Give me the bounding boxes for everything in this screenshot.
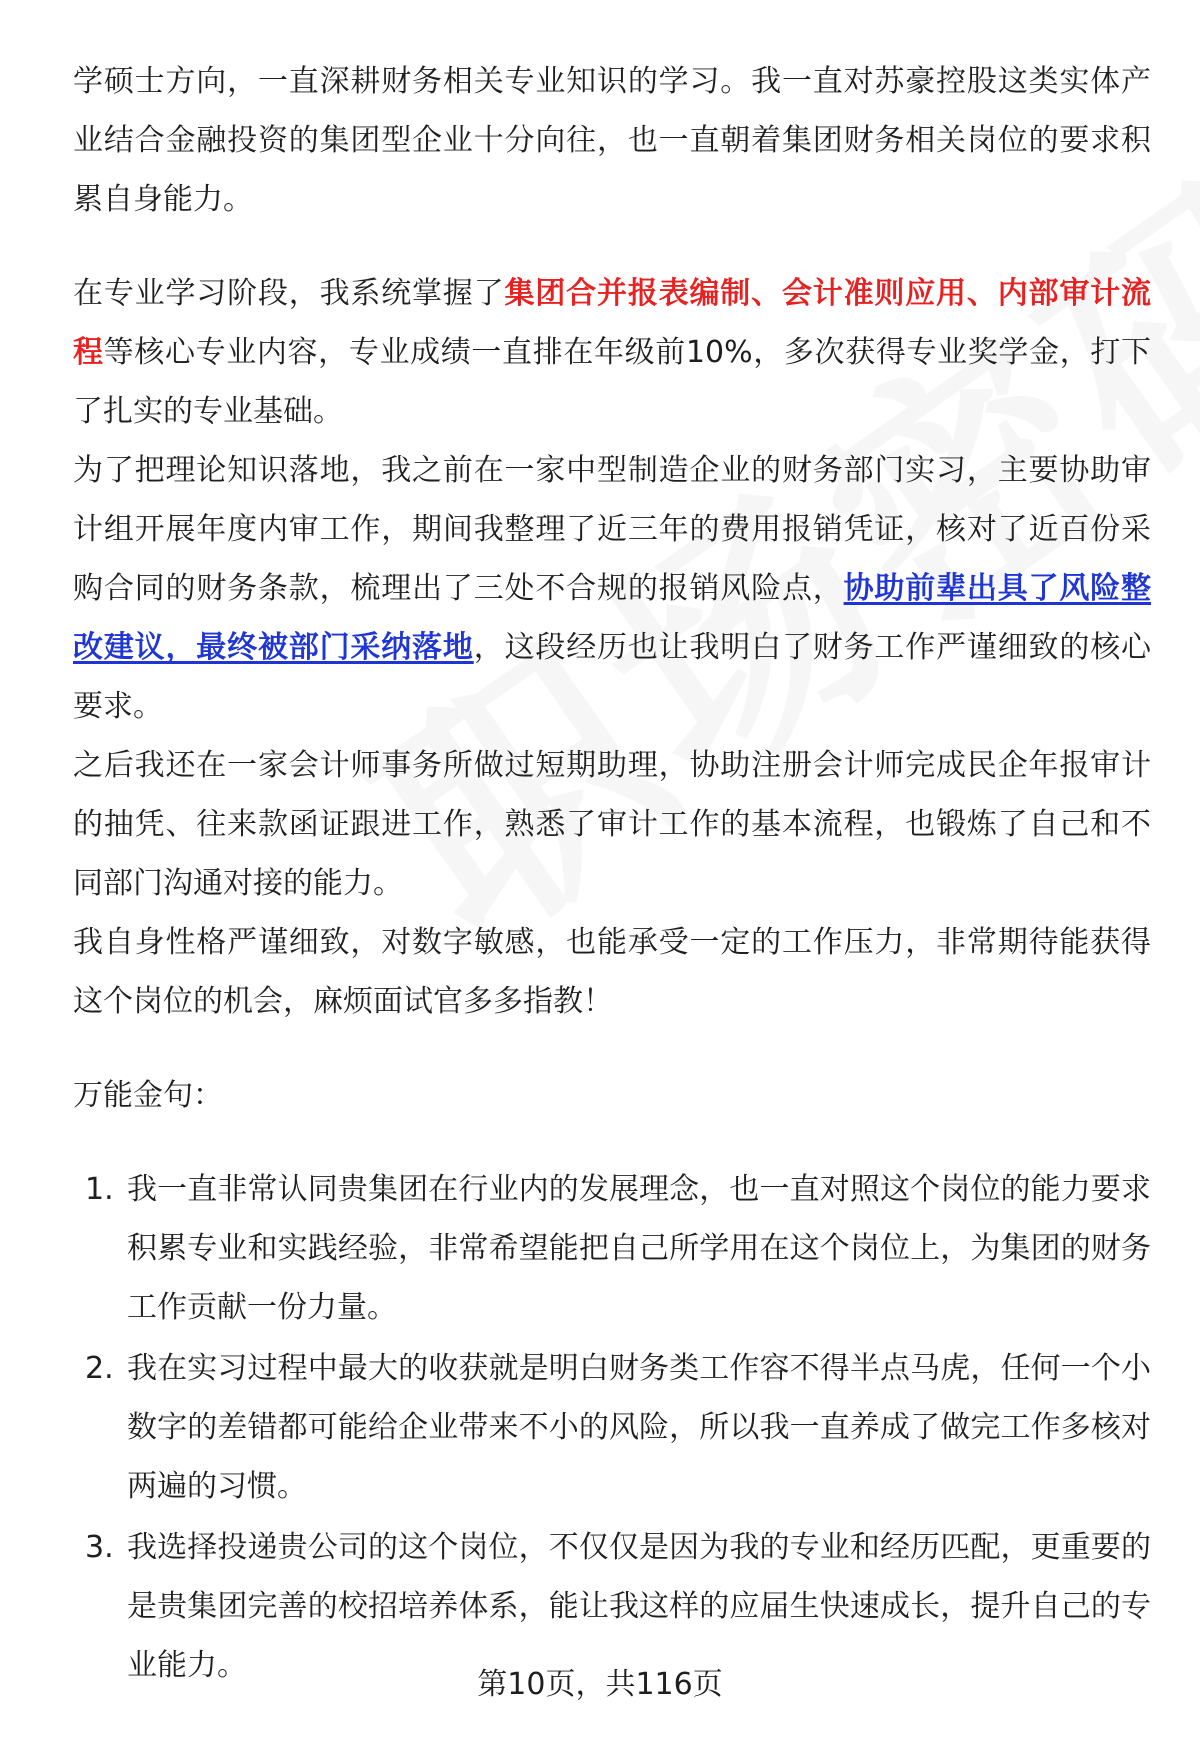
list-text: 我选择投递贵公司的这个岗位，不仅仅是因为我的专业和经历匹配，更重要的是贵集团完善的校招培养体系，能让我这样的应届生快速成长，提升自己的专业能力。 — [127, 1530, 1151, 1683]
page-number-footer: 第10页，共116页 — [477, 1667, 723, 1702]
paragraph-internship — [73, 441, 1151, 736]
list-number: 1. — [85, 1172, 114, 1207]
paragraph-internship-post: ，这段经历也让我明白了财务工作严谨细致的核心要求。 — [73, 630, 1152, 724]
list-number: 2. — [85, 1351, 114, 1386]
paragraph-internship-pre: 为了把理论知识落地，我之前在一家中型制造企业的财务部门实习，主要协助审计组开展年度内审工作，期间我整理了近三年的费用报销凭证，核对了近百份采购合同的财务条款，梳理出了三处不合规的报销风险点， — [73, 453, 1151, 606]
section-label: 万能金句： — [73, 1078, 223, 1113]
highlight-core-skills: 集团合并报表编制、会计准则应用、内部审计流程 — [73, 276, 1152, 370]
list-item — [73, 1160, 1151, 1337]
document-body — [73, 52, 1151, 1697]
list-number: 3. — [85, 1530, 114, 1565]
paragraph-intro: 学硕士方向，一直深耕财务相关专业知识的学习。我一直对苏豪控股这类实体产业结合金融投资的集团型企业十分向往，也一直朝着集团财务相关岗位的要求积累自身能力。 — [73, 64, 1151, 217]
paragraph-study-post: 等核心专业内容，专业成绩一直排在年级前10%，多次获得专业奖学金，打下了扎实的专业基础。 — [73, 335, 1152, 429]
list-text: 我一直非常认同贵集团在行业内的发展理念，也一直对照这个岗位的能力要求积累专业和实践经验，非常希望能把自己所学用在这个岗位上，为集团的财务工作贡献一份力量。 — [127, 1172, 1151, 1325]
list-item — [73, 1339, 1151, 1516]
paragraph-personality: 我自身性格严谨细致，对数字敏感，也能承受一定的工作压力，非常期待能获得这个岗位的机会，麻烦面试官多多指教！ — [73, 925, 1151, 1019]
paragraph-study — [73, 264, 1151, 441]
list-text: 我在实习过程中最大的收获就是明白财务类工作容不得半点马虎，任何一个小数字的差错都可能给企业带来不小的风险，所以我一直养成了做完工作多核对两遍的习惯。 — [127, 1351, 1151, 1504]
highlight-achievement: 协助前辈出具了风险整改建议，最终被部门采纳落地 — [73, 571, 1152, 665]
paragraph-study-pre: 在专业学习阶段，我系统掌握了 — [73, 276, 505, 311]
paragraph-audit-assistant: 之后我还在一家会计师事务所做过短期助理，协助注册会计师完成民企年报审计的抽凭、往来款函证跟进工作，熟悉了审计工作的基本流程，也锻炼了自己和不同部门沟通对接的能力。 — [73, 748, 1151, 901]
golden-sentences-list — [73, 1160, 1151, 1695]
